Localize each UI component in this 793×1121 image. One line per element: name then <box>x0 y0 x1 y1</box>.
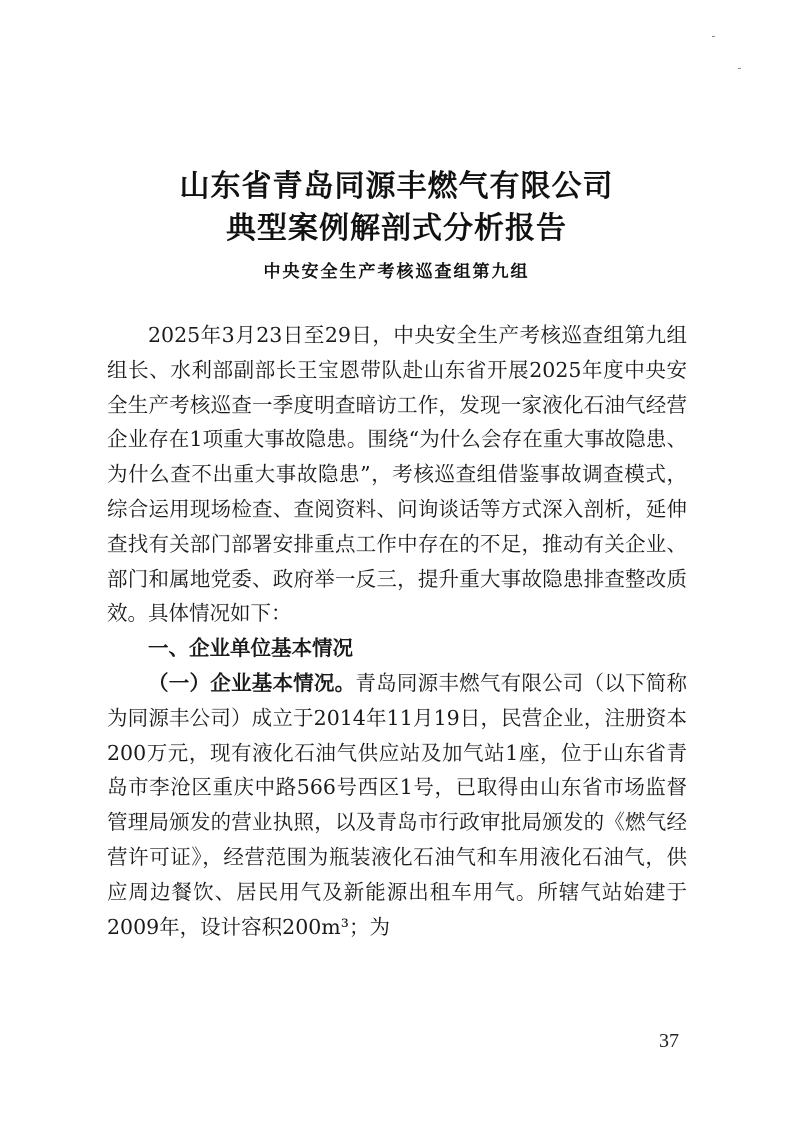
section-heading: 一、企业单位基本情况 <box>148 636 353 661</box>
report-title-line2: 典型案例解剖式分析报告 <box>226 211 567 246</box>
report-title-line1: 山东省青岛同源丰燃气有限公司 <box>179 169 614 204</box>
page-number: 37 <box>659 1030 679 1052</box>
subsection-paragraph <box>107 666 687 944</box>
report-body <box>107 318 687 944</box>
intro-paragraph: 2025年3月23日至29日，中央安全生产考核巡查组第九组组长、水利部副部长王宝恩带队赴山东省开展2025年度中央安全生产考核巡查一季度明查暗访工作，发现一家液化石油气经营企业存在1项重大事故隐患。围绕“为什么会存在重大事故隐患、为什么查不出重大事故隐患”，考核巡查组借鉴事故调查模式，综合运用现场检查、查阅资料、问询谈话等方式深入剖析，延伸查找有关部门部署安排重点工作中存在的不足，推动有关企业、部门和属地党委、政府举一反三，提升重大事故隐患排查整改质效。具体情况如下： <box>107 323 687 626</box>
scan-speck <box>712 36 715 37</box>
subsection-text: 青岛同源丰燃气有限公司（以下简称为同源丰公司）成立于2014年11月19日，民营企业，注册资本200万元，现有液化石油气供应站及加气站1座，位于山东省青岛市李沧区重庆中路566号西区1号，已取得由山东省市场监督管理局颁发的营业执照，以及青岛市行政审批局颁发的《燃气经营许可证》，经营范围为瓶装液化石油气和车用液化石油气，供应周边餐饮、居民用气及新能源出租车用气。所辖气站始建于2009年，设计容积200m³；为 <box>107 670 688 939</box>
scan-speck <box>738 68 741 69</box>
report-author: 中央安全生产考核巡查组第九组 <box>263 262 530 282</box>
subsection-lead: （一）企业基本情况。 <box>148 670 356 695</box>
